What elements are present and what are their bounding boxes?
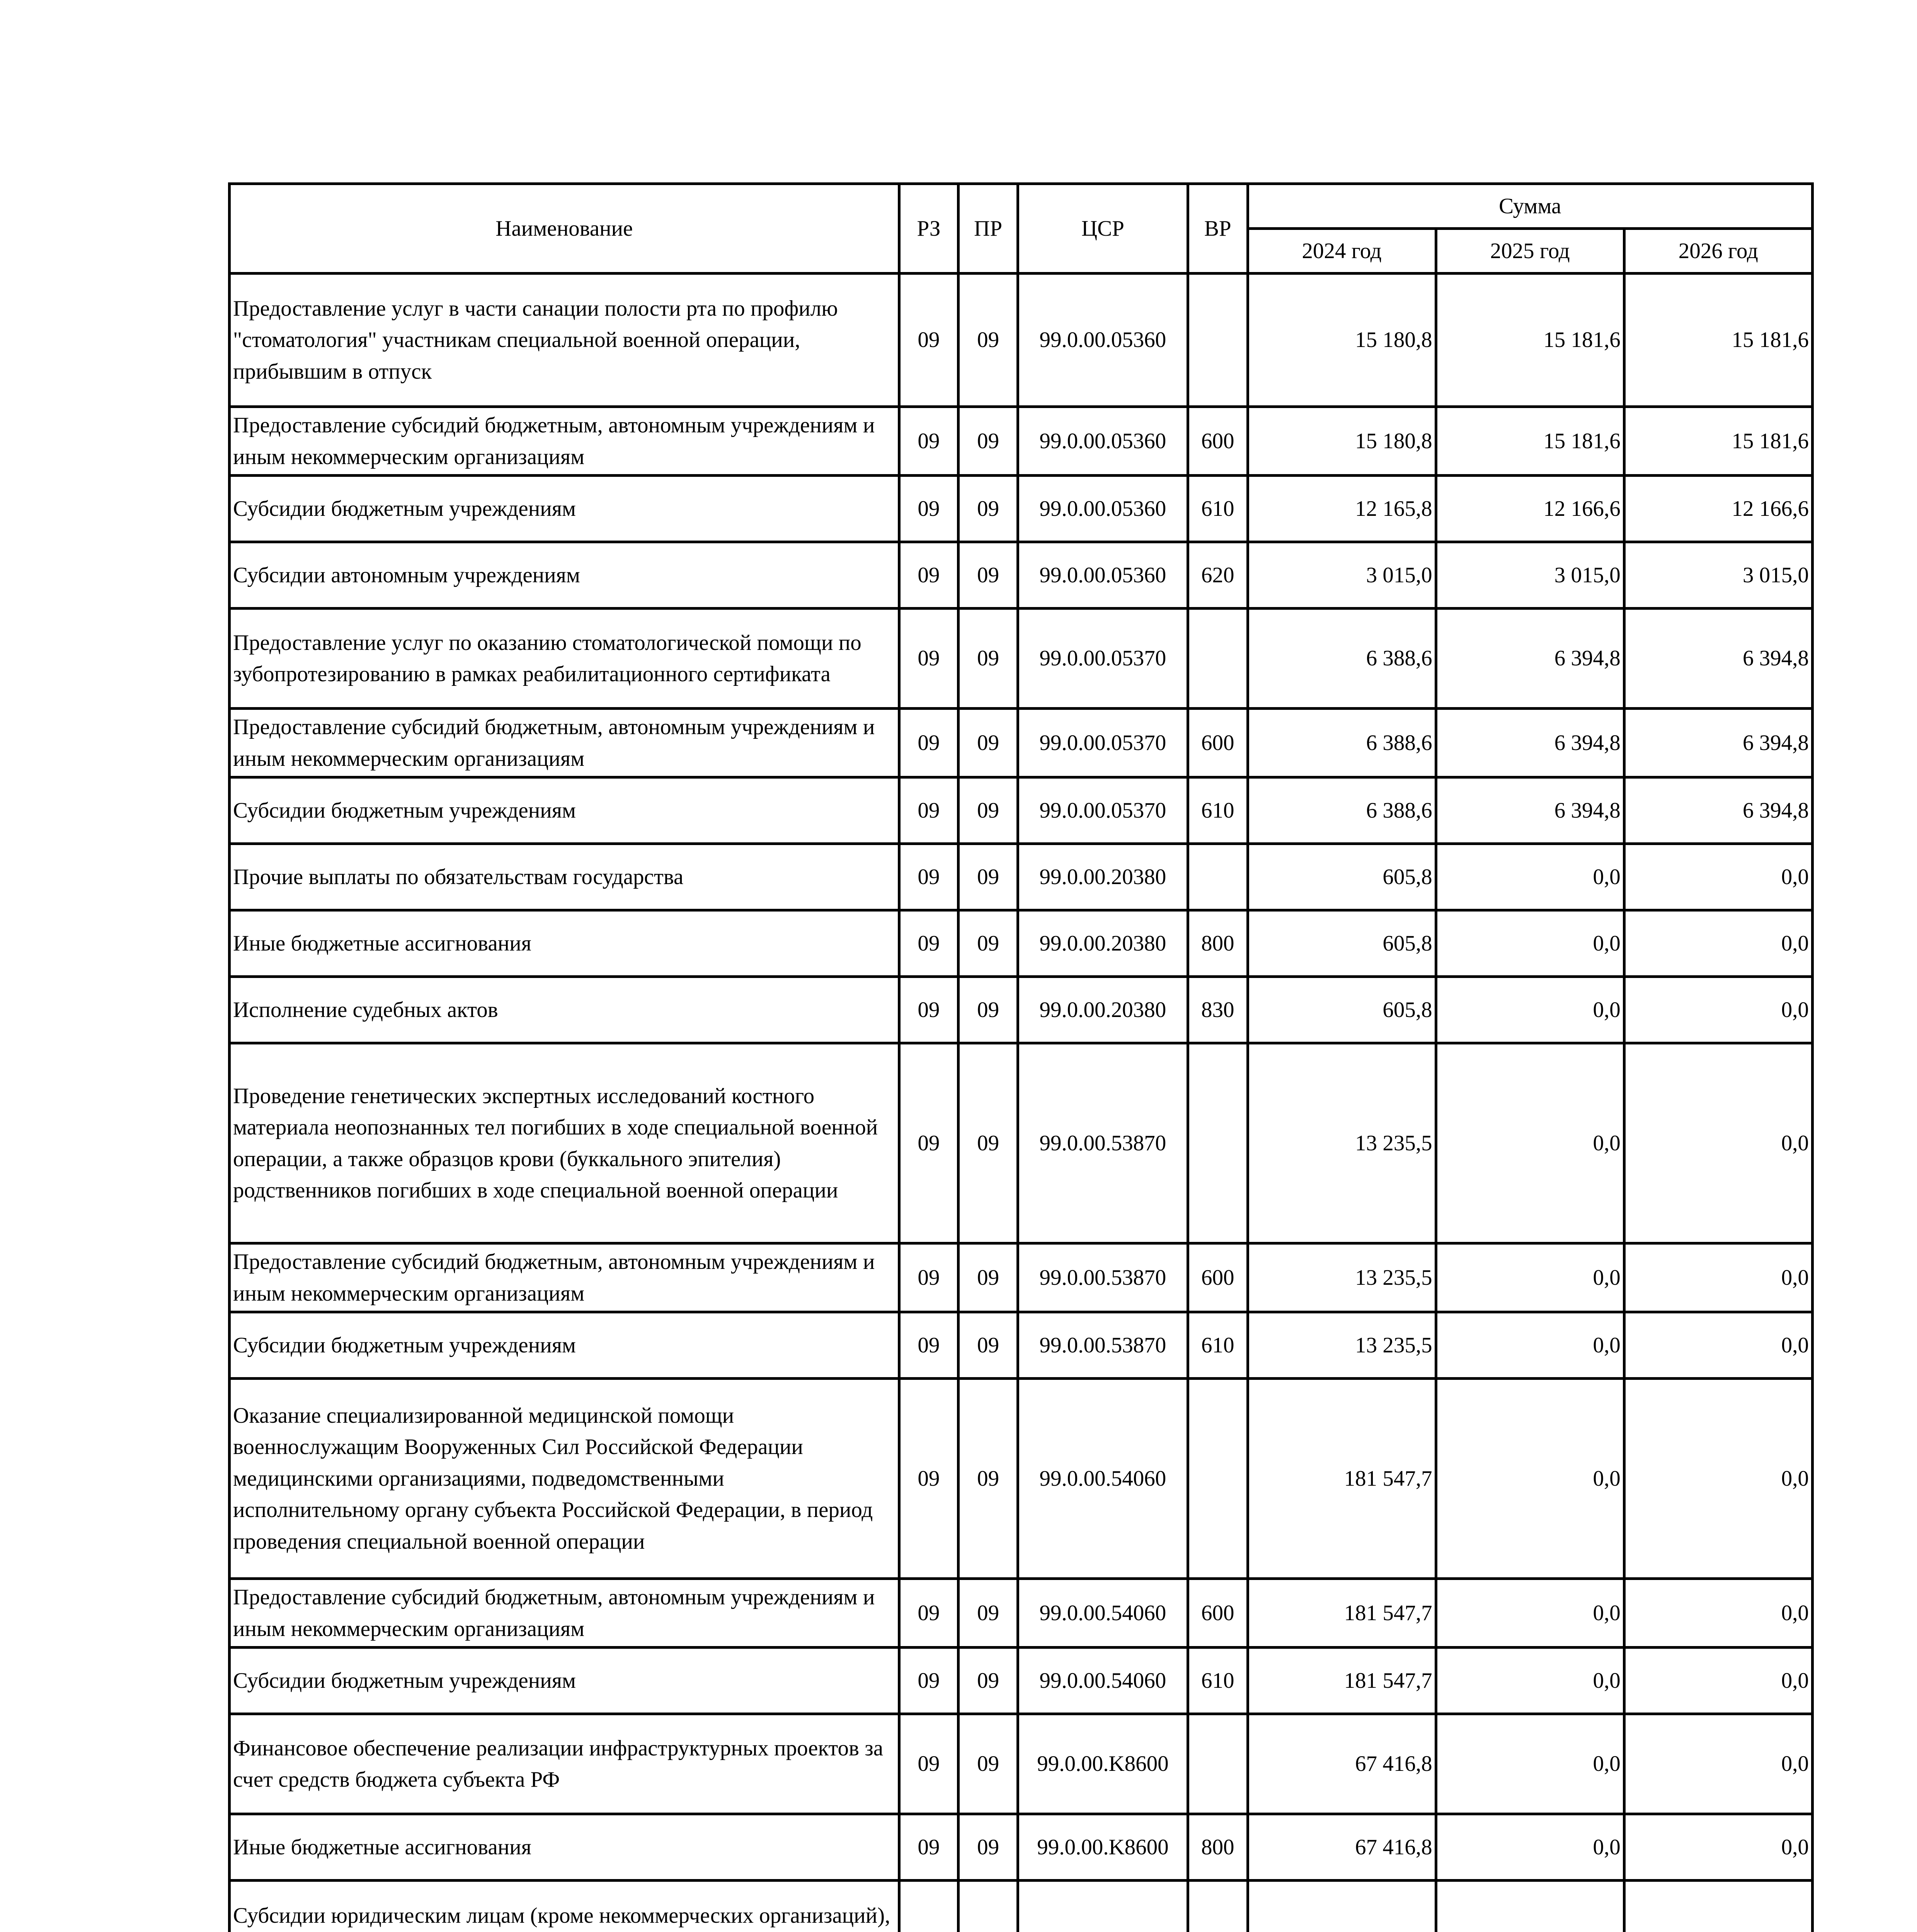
cell-2026: 6 394,8 <box>1624 709 1812 777</box>
cell-2025: 0,0 <box>1436 910 1624 977</box>
cell-2025: 6 394,8 <box>1436 709 1624 777</box>
table-row <box>230 1648 1813 1714</box>
cell-pr: 09 <box>958 1312 1018 1379</box>
cell-2026: 0,0 <box>1624 910 1812 977</box>
cell-2024: 6 388,6 <box>1248 709 1436 777</box>
cell-name: Субсидии автономным учреждениям <box>230 542 899 609</box>
cell-2026: 0,0 <box>1624 1379 1812 1579</box>
cell-pr: 09 <box>958 609 1018 709</box>
header-csr: ЦСР <box>1018 184 1188 274</box>
table-row <box>230 542 1813 609</box>
cell-csr <box>1018 1881 1188 1932</box>
cell-vr: 800 <box>1188 910 1248 977</box>
cell-vr <box>1188 1881 1248 1932</box>
cell-name: Финансовое обеспечение реализации инфраструктурных проектов за счет средств бюджета субъекта РФ <box>230 1714 899 1814</box>
cell-csr: 99.0.00.K8600 <box>1018 1714 1188 1814</box>
cell-rz: 09 <box>899 1714 958 1814</box>
cell-vr: 830 <box>1188 977 1248 1043</box>
cell-pr: 09 <box>958 709 1018 777</box>
cell-pr: 09 <box>958 1379 1018 1579</box>
table-row <box>230 1379 1813 1579</box>
cell-2025: 0,0 <box>1436 844 1624 910</box>
table-row <box>230 1312 1813 1379</box>
cell-name: Субсидии юридическим лицам (кроме некоммерческих организаций), <box>230 1881 899 1932</box>
cell-2025: 12 166,6 <box>1436 476 1624 542</box>
cell-2024: 13 235,5 <box>1248 1243 1436 1312</box>
cell-2024: 15 180,8 <box>1248 274 1436 407</box>
cell-2024: 181 547,7 <box>1248 1579 1436 1648</box>
cell-2025: 0,0 <box>1436 1714 1624 1814</box>
cell-vr: 600 <box>1188 407 1248 476</box>
cell-2026: 0,0 <box>1624 1312 1812 1379</box>
cell-rz: 09 <box>899 274 958 407</box>
cell-csr: 99.0.00.05370 <box>1018 777 1188 844</box>
cell-2024: 12 165,8 <box>1248 476 1436 542</box>
table-row <box>230 476 1813 542</box>
cell-name: Предоставление субсидий бюджетным, автономным учреждениям и иным некоммерческим организациям <box>230 407 899 476</box>
cell-2026: 15 181,6 <box>1624 274 1812 407</box>
cell-vr: 610 <box>1188 1648 1248 1714</box>
cell-csr: 99.0.00.05360 <box>1018 407 1188 476</box>
cell-vr <box>1188 1714 1248 1814</box>
cell-rz: 09 <box>899 1579 958 1648</box>
cell-2025: 0,0 <box>1436 1579 1624 1648</box>
table-row <box>230 1714 1813 1814</box>
cell-rz: 09 <box>899 844 958 910</box>
cell-2024: 181 547,7 <box>1248 1379 1436 1579</box>
cell-2024: 605,8 <box>1248 844 1436 910</box>
header-rz: РЗ <box>899 184 958 274</box>
cell-pr <box>958 1881 1018 1932</box>
header-name: Наименование <box>230 184 899 274</box>
cell-csr: 99.0.00.53870 <box>1018 1043 1188 1243</box>
table-row <box>230 709 1813 777</box>
cell-pr: 09 <box>958 1243 1018 1312</box>
cell-2026: 0,0 <box>1624 1814 1812 1881</box>
cell-csr: 99.0.00.05360 <box>1018 274 1188 407</box>
cell-vr: 620 <box>1188 542 1248 609</box>
cell-2024: 67 416,8 <box>1248 1814 1436 1881</box>
cell-pr: 09 <box>958 1714 1018 1814</box>
cell-2026: 15 181,6 <box>1624 407 1812 476</box>
cell-2024: 15 180,8 <box>1248 407 1436 476</box>
cell-vr: 800 <box>1188 1814 1248 1881</box>
cell-2024: 13 235,5 <box>1248 1312 1436 1379</box>
cell-2025: 0,0 <box>1436 977 1624 1043</box>
cell-2025: 0,0 <box>1436 1379 1624 1579</box>
cell-rz: 09 <box>899 407 958 476</box>
cell-vr: 600 <box>1188 1243 1248 1312</box>
cell-name: Проведение генетических экспертных исследований костного материала неопознанных тел погибших в ходе специальной военной операции, а также образцов крови (буккального эпителия) родственников погибших в ходе специальной военной операции <box>230 1043 899 1243</box>
cell-csr: 99.0.00.54060 <box>1018 1379 1188 1579</box>
cell-csr: 99.0.00.20380 <box>1018 844 1188 910</box>
cell-vr: 600 <box>1188 709 1248 777</box>
cell-csr: 99.0.00.20380 <box>1018 910 1188 977</box>
cell-pr: 09 <box>958 777 1018 844</box>
table-row <box>230 407 1813 476</box>
header-pr: ПР <box>958 184 1018 274</box>
cell-name: Прочие выплаты по обязательствам государства <box>230 844 899 910</box>
table-row <box>230 274 1813 407</box>
header-year-2025: 2025 год <box>1436 229 1624 274</box>
cell-2024: 6 388,6 <box>1248 777 1436 844</box>
cell-pr: 09 <box>958 542 1018 609</box>
table-row <box>230 777 1813 844</box>
cell-2026: 0,0 <box>1624 1043 1812 1243</box>
table-row <box>230 609 1813 709</box>
cell-2025: 0,0 <box>1436 1648 1624 1714</box>
cell-rz: 09 <box>899 542 958 609</box>
cell-name: Субсидии бюджетным учреждениям <box>230 476 899 542</box>
cell-vr <box>1188 844 1248 910</box>
cell-name: Иные бюджетные ассигнования <box>230 910 899 977</box>
cell-2026: 6 394,8 <box>1624 609 1812 709</box>
cell-2026: 0,0 <box>1624 844 1812 910</box>
cell-rz: 09 <box>899 709 958 777</box>
cell-2025: 15 181,6 <box>1436 274 1624 407</box>
cell-name: Предоставление субсидий бюджетным, автономным учреждениям и иным некоммерческим организациям <box>230 709 899 777</box>
table-row <box>230 1043 1813 1243</box>
cell-name: Субсидии бюджетным учреждениям <box>230 777 899 844</box>
table-row <box>230 977 1813 1043</box>
cell-2025: 0,0 <box>1436 1814 1624 1881</box>
header-year-2024: 2024 год <box>1248 229 1436 274</box>
cell-2025: 0,0 <box>1436 1312 1624 1379</box>
cell-csr: 99.0.00.05360 <box>1018 476 1188 542</box>
cell-vr: 610 <box>1188 1312 1248 1379</box>
cell-rz <box>899 1881 958 1932</box>
cell-2024: 181 547,7 <box>1248 1648 1436 1714</box>
table-row <box>230 1243 1813 1312</box>
cell-2025: 15 181,6 <box>1436 407 1624 476</box>
cell-csr: 99.0.00.05370 <box>1018 609 1188 709</box>
header-vr: ВР <box>1188 184 1248 274</box>
cell-name: Предоставление услуг по оказанию стоматологической помощи по зубопротезированию в рамках реабилитационного сертификата <box>230 609 899 709</box>
table-row <box>230 1881 1813 1932</box>
cell-rz: 09 <box>899 1243 958 1312</box>
header-year-2026: 2026 год <box>1624 229 1812 274</box>
cell-rz: 09 <box>899 1312 958 1379</box>
cell-vr <box>1188 1043 1248 1243</box>
cell-2026: 0,0 <box>1624 1243 1812 1312</box>
cell-pr: 09 <box>958 1648 1018 1714</box>
cell-rz: 09 <box>899 1043 958 1243</box>
cell-pr: 09 <box>958 910 1018 977</box>
cell-2026: 3 015,0 <box>1624 542 1812 609</box>
header-sum: Сумма <box>1248 184 1812 229</box>
budget-table <box>228 182 1814 1932</box>
cell-vr <box>1188 1379 1248 1579</box>
cell-name: Субсидии бюджетным учреждениям <box>230 1312 899 1379</box>
cell-rz: 09 <box>899 1814 958 1881</box>
cell-2025: 3 015,0 <box>1436 542 1624 609</box>
cell-2026 <box>1624 1881 1812 1932</box>
cell-rz: 09 <box>899 609 958 709</box>
table-row <box>230 844 1813 910</box>
cell-csr: 99.0.00.20380 <box>1018 977 1188 1043</box>
cell-2025: 6 394,8 <box>1436 777 1624 844</box>
cell-name: Предоставление субсидий бюджетным, автономным учреждениям и иным некоммерческим организациям <box>230 1243 899 1312</box>
cell-2024: 605,8 <box>1248 910 1436 977</box>
cell-2026: 0,0 <box>1624 1714 1812 1814</box>
cell-2026: 0,0 <box>1624 1579 1812 1648</box>
cell-pr: 09 <box>958 476 1018 542</box>
cell-vr <box>1188 609 1248 709</box>
cell-name: Иные бюджетные ассигнования <box>230 1814 899 1881</box>
cell-rz: 09 <box>899 910 958 977</box>
table-row <box>230 910 1813 977</box>
cell-name: Исполнение судебных актов <box>230 977 899 1043</box>
table-row <box>230 1814 1813 1881</box>
table-header <box>230 184 1813 274</box>
cell-2024: 3 015,0 <box>1248 542 1436 609</box>
cell-rz: 09 <box>899 1648 958 1714</box>
cell-csr: 99.0.00.05360 <box>1018 542 1188 609</box>
cell-csr: 99.0.00.54060 <box>1018 1579 1188 1648</box>
cell-name: Предоставление услуг в части санации полости рта по профилю "стоматология" участникам специальной военной операции, прибывшим в отпуск <box>230 274 899 407</box>
cell-vr <box>1188 274 1248 407</box>
cell-pr: 09 <box>958 977 1018 1043</box>
cell-pr: 09 <box>958 1043 1018 1243</box>
cell-2026: 0,0 <box>1624 977 1812 1043</box>
cell-rz: 09 <box>899 777 958 844</box>
cell-vr: 610 <box>1188 476 1248 542</box>
cell-csr: 99.0.00.53870 <box>1018 1312 1188 1379</box>
cell-2026: 0,0 <box>1624 1648 1812 1714</box>
cell-2024: 6 388,6 <box>1248 609 1436 709</box>
cell-pr: 09 <box>958 274 1018 407</box>
cell-pr: 09 <box>958 1579 1018 1648</box>
cell-rz: 09 <box>899 977 958 1043</box>
cell-2025: 0,0 <box>1436 1243 1624 1312</box>
cell-pr: 09 <box>958 407 1018 476</box>
cell-2024: 13 235,5 <box>1248 1043 1436 1243</box>
cell-rz: 09 <box>899 1379 958 1579</box>
cell-rz: 09 <box>899 476 958 542</box>
cell-vr: 610 <box>1188 777 1248 844</box>
cell-pr: 09 <box>958 844 1018 910</box>
cell-2024: 605,8 <box>1248 977 1436 1043</box>
cell-2024 <box>1248 1881 1436 1932</box>
cell-csr: 99.0.00.53870 <box>1018 1243 1188 1312</box>
cell-csr: 99.0.00.54060 <box>1018 1648 1188 1714</box>
table-body <box>230 274 1813 1932</box>
cell-name: Оказание специализированной медицинской помощи военнослужащим Вооруженных Сил Российской Федерации медицинскими организациями, подведомственными исполнительному органу субъекта Российской Федерации, в период проведения специальной военной операции <box>230 1379 899 1579</box>
cell-2026: 6 394,8 <box>1624 777 1812 844</box>
cell-name: Субсидии бюджетным учреждениям <box>230 1648 899 1714</box>
cell-2024: 67 416,8 <box>1248 1714 1436 1814</box>
cell-2025 <box>1436 1881 1624 1932</box>
cell-csr: 99.0.00.05370 <box>1018 709 1188 777</box>
cell-2025: 0,0 <box>1436 1043 1624 1243</box>
cell-name: Предоставление субсидий бюджетным, автономным учреждениям и иным некоммерческим организациям <box>230 1579 899 1648</box>
table-row <box>230 1579 1813 1648</box>
cell-csr: 99.0.00.K8600 <box>1018 1814 1188 1881</box>
cell-pr: 09 <box>958 1814 1018 1881</box>
cell-vr: 600 <box>1188 1579 1248 1648</box>
cell-2026: 12 166,6 <box>1624 476 1812 542</box>
cell-2025: 6 394,8 <box>1436 609 1624 709</box>
